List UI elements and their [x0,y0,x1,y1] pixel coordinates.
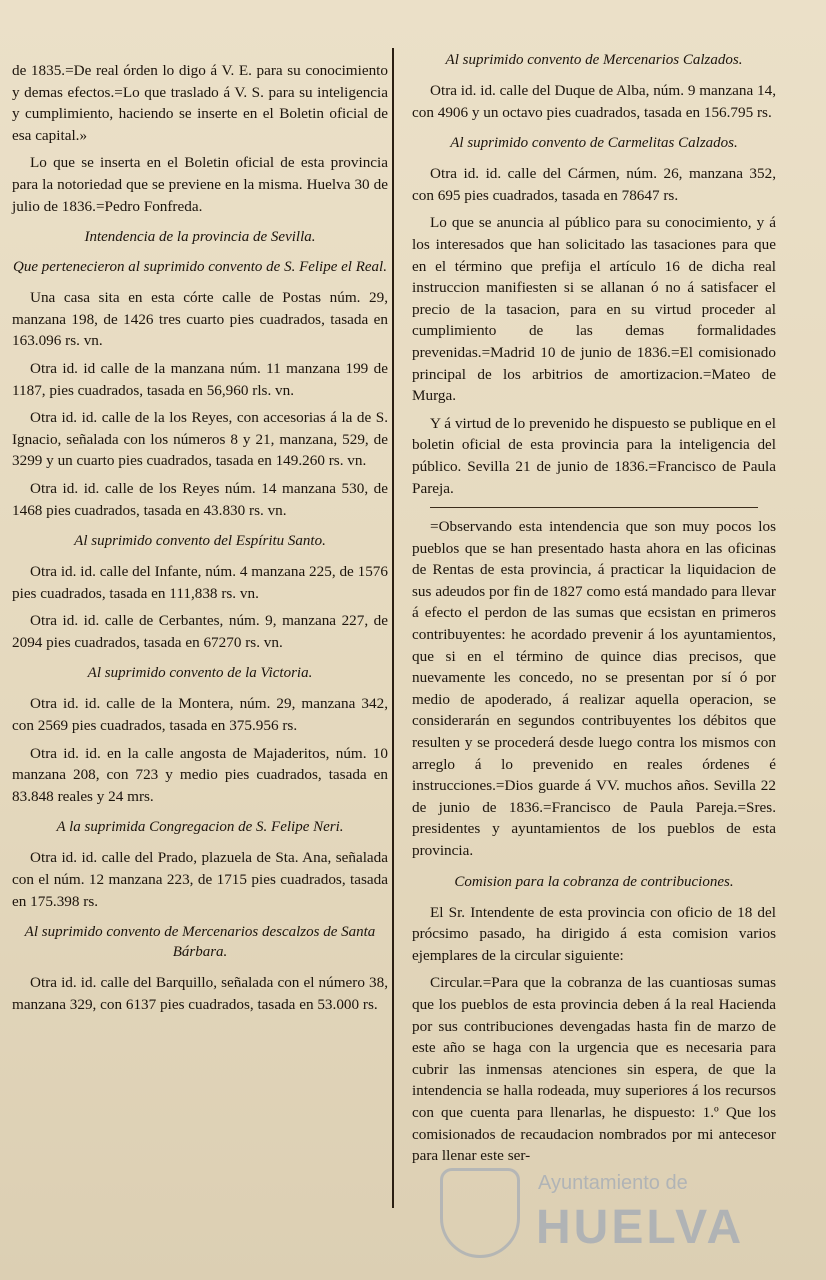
paragraph: Una casa sita en esta córte calle de Postas núm. 29, manzana 198, de 1426 tres cuarto pies cuadrados, tasada en 163.096 rs. vn. [12,289,388,350]
paragraph: de 1835.=De real órden lo digo á V. E. para su conocimiento y demas efectos.=Lo que traslado á V. S. para su inteligencia y cumplimiento, haciendo se inserte en el Boletin oficial de esa capital.» [12,62,388,144]
paragraph: Y á virtud de lo prevenido he dispuesto se publique en el boletin oficial de esta provincia para la inteligencia del público. Sevilla 21 de junio de 1836.=Francisco de Paula Pareja. [412,414,776,497]
paragraph: Otra id. id. calle del Cármen, núm. 26, manzana 352, con 695 pies cuadrados, tasada en 78647 rs. [412,165,776,204]
paragraph: =Observando esta intendencia que son muy pocos los pueblos que se han presentado hasta ahora en las oficinas de Rentas de esta provincia, á practicar la liquidacion de sus adeudos por fin de 1827 como está mandado para llevar á efecto el perdon de las sumas que ecsistan en primeros contribuyentes: he acordado prevenir á los ayuntamientos, que si en el término de quince dias precisos, que nuevamente les concedo, no se presentan por sí ó por medio de apoderado, á realizar aquella operacion, se considerarán en segundos contribuyentes los débitos que resulten y se procederá desde luego contra los mismos con arreglo á lo prevenido en reales órdenes é instrucciones.=Dios guarde á VV. muchos años. Sevilla 22 de junio de 1836.=Francisco de Paula Pareja.=Sres. presidentes y ayuntamientos de los pueblos de esta provincia. [412,518,776,859]
paragraph: Otra id. id. calle del Prado, plazuela de Sta. Ana, señalada con el núm. 12 manzana 223, de 1715 pies cuadrados, tasada en 175.398 rs. [12,849,388,910]
paragraph: Otra id. id. calle de la los Reyes, con accesorias á la de S. Ignacio, señalada con los números 8 y 21, manzana, 529, de 3299 y un cuarto pies cuadrados, tasada en 149.260 rs. vn. [12,409,388,470]
paragraph: Lo que se anuncia al público para su conocimiento, y á los interesados que han solicitado las tasaciones para que en el término que prefija el artículo 16 de dicha real instruccion manifiesten si se allanan ó no á satisfacer el precio de la tasacion, para en su virtud proceder al cumplimiento de las demas formalidades prevenidas.=Madrid 10 de junio de 1836.=El comisionado principal de los arbitrios de amortizacion.=Mateo de Murga. [412,214,776,405]
section-heading: A la suprimida Congregacion de S. Felipe Neri. [56,819,344,836]
paragraph: Lo que se inserta en el Boletin oficial de esta provincia para la notoriedad que se previene en la misma. Huelva 30 de julio de 1836.=Pedro Fonfreda. [12,154,388,215]
paragraph: Otra id. id. calle de los Reyes núm. 14 manzana 530, de 1468 pies cuadrados, tasada en 43.830 rs. vn. [12,479,388,519]
section-heading: Al suprimido convento de Mercenarios Calzados. [445,52,743,68]
section-heading: Al suprimido convento del Espíritu Santo. [74,533,326,550]
shield-logo-icon [440,1168,520,1258]
paragraph: Otra id. id. calle de la Montera, núm. 29, manzana 342, con 2569 pies cuadrados, tasada en 375.956 rs. [12,695,388,735]
section-heading: Al suprimido convento de Carmelitas Calzados. [450,135,738,152]
section-heading: Al suprimido convento de Mercenarios descalzos de Santa Bárbara. [24,924,376,961]
section-heading: Comision para la cobranza de contribuciones. [454,873,734,890]
paragraph: Otra id. id calle de la manzana núm. 11 manzana 199 de 1187, pies cuadrados, tasada en 56,960 rls. vn. [12,359,388,399]
right-column [412,40,776,1173]
paragraph: Otra id. id. calle del Infante, núm. 4 manzana 225, de 1576 pies cuadrados, tasada en 111,838 rs. vn. [12,563,388,602]
separator-rule [430,507,758,508]
paragraph: Otra id. id. calle de Cerbantes, núm. 9, manzana 227, de 2094 pies cuadrados, tasada en 67270 rs. vn. [12,612,388,651]
watermark-text: HUELVA [536,1201,745,1254]
left-column [12,60,388,1021]
section-heading: Al suprimido convento de la Victoria. [87,665,313,682]
watermark-subtitle: Ayuntamiento de [538,1172,688,1194]
section-heading: Que pertenecieron al suprimido convento de S. Felipe el Real. [13,259,387,276]
column-divider [392,48,394,1208]
section-heading: Intendencia de la provincia de Sevilla. [84,229,316,246]
paragraph: Otra id. id. calle del Barquillo, señalada con el número 38, manzana 329, con 6137 pies cuadrados, tasada en 53.000 rs. [12,974,388,1013]
paragraph: Circular.=Para que la cobranza de las cuantiosas sumas que los pueblos de esta provincia deben á la real Hacienda por sus contribuciones devengadas hasta fin de marzo de este año se haga con la urgencia que es necesaria para cubrir las inmensas atenciones sin espera, de que la intendencia se halla rodeada, muy superiores á los recursos con que cuenta para llenarlas, he dispuesto: 1.º Que los comisionados de recaudacion nombrados por mi antecesor para llenar este ser- [412,974,776,1165]
paragraph: El Sr. Intendente de esta provincia con oficio de 18 del prócsimo pasado, ha dirigido á esta comision varios ejemplares de la circular siguiente: [412,903,776,964]
paragraph: Otra id. id. en la calle angosta de Majaderitos, núm. 10 manzana 208, con 723 y medio pies cuadrados, tasada en 83.848 reales y 24 mrs. [12,744,388,805]
paragraph: Otra id. id. calle del Duque de Alba, núm. 9 manzana 14, con 4906 y un octavo pies cuadrados, tasada en 156.795 rs. [412,82,776,121]
